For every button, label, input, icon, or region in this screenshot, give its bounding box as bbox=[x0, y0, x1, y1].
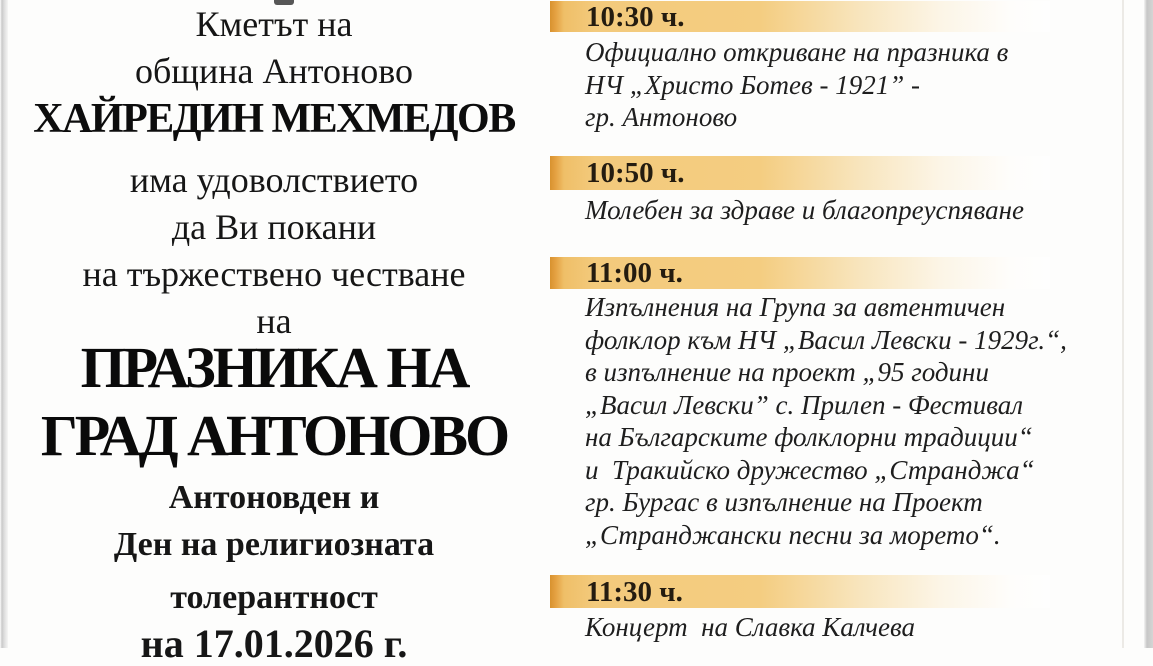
time-bar bbox=[550, 575, 1050, 608]
event-description bbox=[585, 291, 1105, 551]
description-line: Изпълнения на Група за автентичен bbox=[585, 292, 1006, 322]
description-line: гр. Бургас в изпълнение на Проект bbox=[585, 487, 983, 517]
description-line: и Тракийско дружество „Странджа“ bbox=[585, 454, 1035, 485]
time-bar bbox=[550, 257, 1050, 289]
page-fold-line bbox=[1122, 0, 1124, 648]
description-line: гр. Антоново bbox=[585, 102, 738, 132]
time-label: 11:00 ч. bbox=[586, 257, 683, 289]
time-label: 10:50 ч. bbox=[586, 157, 685, 189]
description-line: Молебен за здраве и благопреуспяване bbox=[585, 195, 1025, 225]
event-description bbox=[585, 611, 1105, 644]
time-label: 10:30 ч. bbox=[586, 0, 685, 33]
event-description bbox=[585, 194, 1105, 227]
scan-left-edge bbox=[0, 0, 8, 648]
time-bar bbox=[550, 156, 1050, 190]
intro-line-6: на bbox=[256, 301, 292, 341]
event-date: на 17.01.2026 г. bbox=[140, 621, 408, 666]
intro-line-4: да Ви покани bbox=[171, 207, 377, 247]
intro-line-1: Кметът на bbox=[195, 4, 353, 44]
intro-line-3: има удоволствието bbox=[129, 160, 419, 200]
time-bar bbox=[550, 1, 1050, 32]
description-line: НЧ „Христо Ботев - 1921” - bbox=[585, 69, 920, 100]
description-line: „Васил Левски” с. Прилеп - Фестивал bbox=[585, 389, 1024, 420]
invitation-text-block bbox=[8, 0, 540, 666]
description-line: фолклор към НЧ „Васил Левски - 1929г.“, bbox=[585, 324, 1067, 355]
mayor-name: ХАЙРЕДИН МЕХМЕДОВ bbox=[33, 96, 515, 142]
scan-right-edge bbox=[1144, 0, 1153, 648]
intro-line-5: на тържествено честване bbox=[82, 254, 466, 294]
event-title-line-2: ГРАД АНТОНОВО bbox=[40, 403, 508, 468]
schedule-block bbox=[550, 0, 1110, 648]
description-line: Концерт на Славка Калчева bbox=[585, 612, 916, 642]
description-line: на Българските фолклорни традиции“ bbox=[585, 422, 1033, 452]
description-line: „Странджански песни за морето“. bbox=[585, 519, 1001, 550]
event-subtitle-3: толерантност bbox=[170, 579, 378, 616]
time-label: 11:30 ч. bbox=[586, 575, 683, 608]
description-line: Официално откриване на празника в bbox=[585, 37, 1009, 67]
event-subtitle-1: Антоновден и bbox=[168, 479, 380, 516]
intro-line-2: община Антоново bbox=[134, 51, 414, 91]
description-line: в изпълнение на проект „95 години bbox=[585, 357, 989, 387]
event-title-line-1: ПРАЗНИКА НА bbox=[80, 335, 468, 400]
event-description bbox=[585, 36, 1105, 134]
event-subtitle-2: Ден на религиозната bbox=[113, 526, 435, 563]
